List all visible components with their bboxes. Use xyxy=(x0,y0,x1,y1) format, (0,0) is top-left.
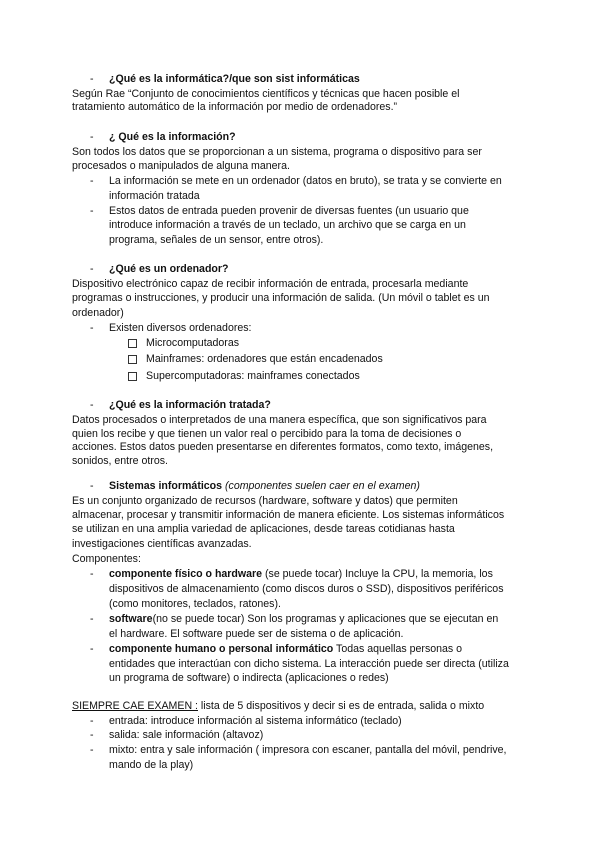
exam-note: SIEMPRE CAE EXAMEN : lista de 5 dispositivos y decir si es de entrada, salida o mixto xyxy=(72,700,485,712)
bullet-dash: - xyxy=(90,399,94,411)
paragraph-line: almacenar, procesar y transmitir información de manera eficiente. Los sistemas informáticos xyxy=(72,509,505,521)
paragraph-line: Es un conjunto organizado de recursos (hardware, software y datos) que permiten xyxy=(72,495,458,507)
heading-informatica: ¿Qué es la informática?/que son sist informáticas xyxy=(109,73,360,85)
checkbox-icon xyxy=(128,372,137,381)
component-line: (como monitores, teclados, ratones). xyxy=(109,598,281,610)
bullet-line: La información se mete en un ordenador (datos en bruto), se trata y se convierte en xyxy=(109,175,502,187)
bullet-line: mando de la play) xyxy=(109,759,194,771)
paragraph-line: sonidos, entre otros. xyxy=(72,455,168,467)
heading-note: (componentes suelen caer en el examen) xyxy=(225,480,420,492)
paragraph-line: se utilizan en una amplia variedad de aplicaciones, desde tareas cotidianas hasta xyxy=(72,523,455,535)
component-line: un programa de software) o indirecta (aplicaciones o redes) xyxy=(109,672,389,684)
bullet-dash: - xyxy=(90,131,94,143)
bullet-dash: - xyxy=(90,643,94,655)
paragraph-line: Datos procesados o interpretados de una manera específica, que son significativos para xyxy=(72,414,487,426)
paragraph-line: procesados o manipulados de alguna manera. xyxy=(72,160,290,172)
paragraph-line: acciones. Estos datos pueden presentarse en diferentes formatos, como texto, imágenes, xyxy=(72,441,494,453)
bullet-dash: - xyxy=(90,322,94,334)
bullet-dash: - xyxy=(90,729,94,741)
paragraph-line: Según Rae “Conjunto de conocimientos científicos y técnicas que hacen posible el xyxy=(72,88,460,100)
checklist-item: Mainframes: ordenadores que están encadenados xyxy=(146,353,383,365)
checklist-item: Supercomputadoras: mainframes conectados xyxy=(146,370,360,382)
bullet-line: entrada: introduce información al sistema informático (teclado) xyxy=(109,715,402,727)
bullet-line: programa, señales de un sensor, entre otros). xyxy=(109,234,324,246)
bullet-dash: - xyxy=(90,73,94,85)
bullet-dash: - xyxy=(90,613,94,625)
component-line: software(no se puede tocar) Son los programas y aplicaciones que se ejecutan en xyxy=(109,613,499,625)
checklist-item: Microcomputadoras xyxy=(146,337,240,349)
bullet-line: Estos datos de entrada pueden provenir de diversas fuentes (un usuario que xyxy=(109,205,469,217)
bullet-dash: - xyxy=(90,568,94,580)
paragraph-line: quien los recibe y que tienen un valor real o percibido para la toma de decisiones o xyxy=(72,428,462,440)
checkbox-icon xyxy=(128,355,137,364)
heading-informacion: ¿ Qué es la información? xyxy=(109,131,236,143)
bullet-line: Existen diversos ordenadores: xyxy=(109,322,252,334)
heading-ordenador: ¿Qué es un ordenador? xyxy=(109,263,229,275)
bullet-dash: - xyxy=(90,263,94,275)
bullet-dash: - xyxy=(90,744,94,756)
bullet-line: introduce información a través de un teclado, un archivo que se carga en un xyxy=(109,219,466,231)
component-line: componente físico o hardware (se puede tocar) Incluye la CPU, la memoria, los xyxy=(109,568,493,580)
component-line: componente humano o personal informático Todas aquellas personas o xyxy=(109,643,463,655)
bullet-dash: - xyxy=(90,175,94,187)
paragraph-line: ordenador) xyxy=(72,307,124,319)
bullet-dash: - xyxy=(90,480,94,492)
paragraph-line: investigaciones científicas avanzadas. xyxy=(72,538,252,550)
component-line: el hardware. El software puede ser de sistema o de aplicación. xyxy=(109,628,404,640)
checkbox-icon xyxy=(128,339,137,348)
paragraph-line: Dispositivo electrónico capaz de recibir información de entrada, procesarla mediante xyxy=(72,278,469,290)
component-line: dispositivos de almacenamiento (como discos duros o SSD), dispositivos periféricos xyxy=(109,583,504,595)
bullet-dash: - xyxy=(90,715,94,727)
bullet-line: mixto: entra y sale información ( impresora con escaner, pantalla del móvil, pendrive, xyxy=(109,744,507,756)
heading-informacion-tratada: ¿Qué es la información tratada? xyxy=(109,399,271,411)
paragraph-line: Son todos los datos que se proporcionan a un sistema, programa o dispositivo para ser xyxy=(72,146,482,158)
bullet-line: información tratada xyxy=(109,190,200,202)
paragraph-line: Componentes: xyxy=(72,553,141,565)
paragraph-line: programas o instrucciones, y producir una información de salida. (Un móvil o tablet es un xyxy=(72,292,490,304)
paragraph-line: tratamiento automático de la información por medio de ordenadores.” xyxy=(72,101,398,113)
bullet-line: salida: sale información (altavoz) xyxy=(109,729,264,741)
bullet-dash: - xyxy=(90,205,94,217)
component-line: entidades que interactúan con dicho sistema. La interacción puede ser directa (utiliza xyxy=(109,658,509,670)
heading-sistemas: Sistemas informáticos (componentes suelen caer en el examen) xyxy=(109,480,420,492)
